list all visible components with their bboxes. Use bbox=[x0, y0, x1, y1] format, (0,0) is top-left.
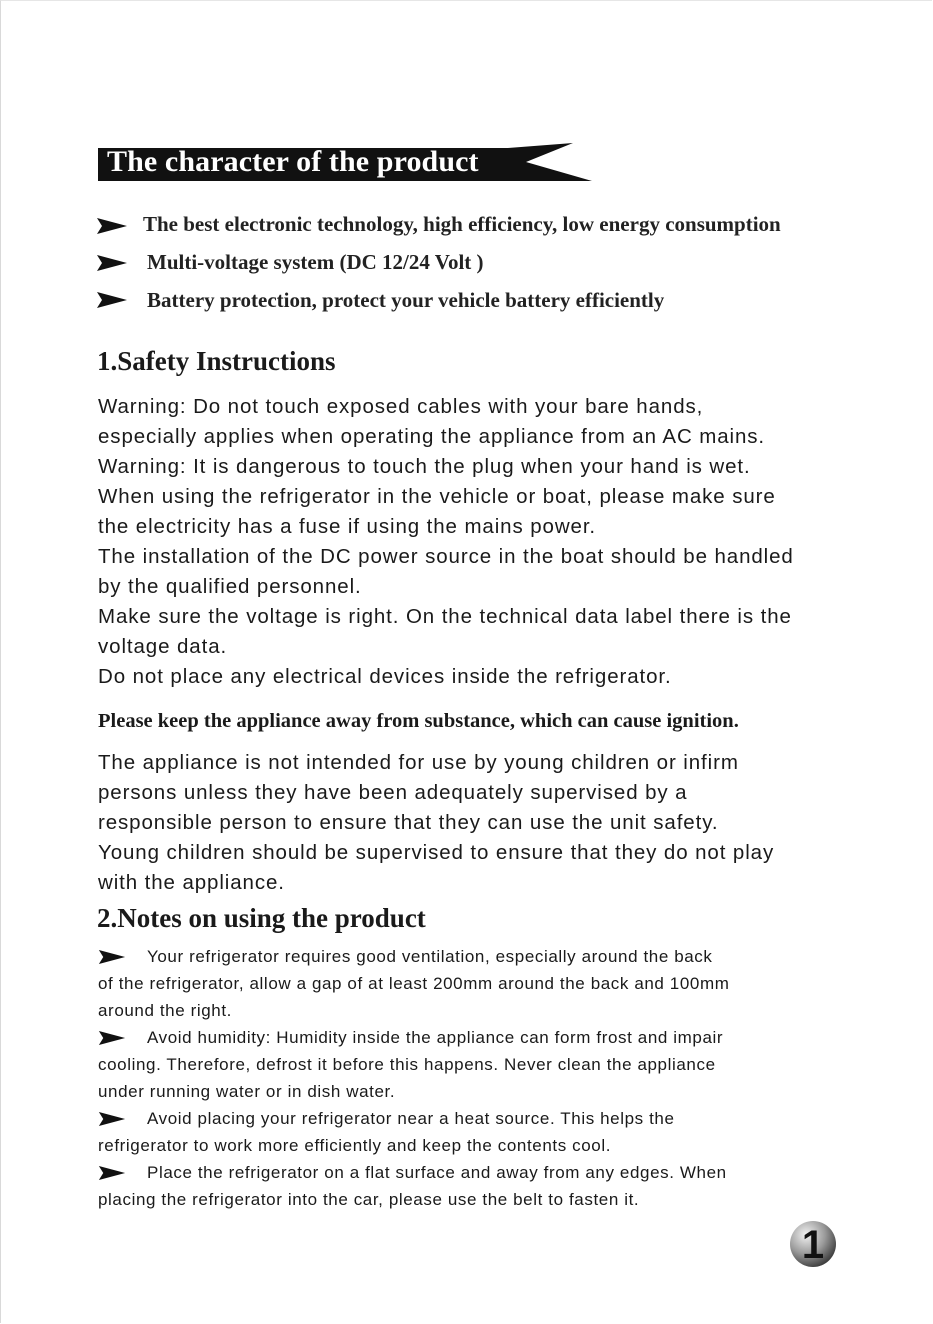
note-line: around the right. bbox=[98, 1001, 233, 1020]
notes-heading: 2.Notes on using the product bbox=[97, 903, 426, 933]
arrowhead-bullet-icon bbox=[98, 1112, 126, 1126]
note-line: Avoid humidity: Humidity inside the appliance can form frost and impair bbox=[147, 1028, 724, 1047]
safety-heading: 1.Safety Instructions bbox=[97, 346, 336, 376]
note-item bbox=[98, 1159, 730, 1213]
arrowhead-bullet-icon bbox=[97, 218, 127, 234]
safety-text bbox=[98, 392, 794, 692]
text-line: the electricity has a fuse if using the mains power. bbox=[98, 515, 597, 538]
banner-title: The character of the product bbox=[107, 145, 479, 178]
arrowhead-bullet-icon bbox=[98, 950, 126, 964]
arrowhead-bullet-icon bbox=[97, 255, 127, 271]
text-line: Warning: Do not touch exposed cables with your bare hands, bbox=[98, 395, 704, 418]
text-line: Young children should be supervised to ensure that they do not play bbox=[98, 841, 775, 864]
text-line: Warning: It is dangerous to touch the plug when your hand is wet. bbox=[98, 455, 751, 478]
text-line: The installation of the DC power source in the boat should be handled bbox=[98, 545, 794, 568]
ignition-warning: Please keep the appliance away from substance, which can cause ignition. bbox=[98, 710, 739, 732]
note-line: Your refrigerator requires good ventilation, especially around the back bbox=[147, 947, 713, 966]
page-number: 1 bbox=[801, 1223, 825, 1267]
arrowhead-bullet-icon bbox=[98, 1031, 126, 1045]
arrowhead-bullet-icon bbox=[98, 1166, 126, 1180]
text-line: voltage data. bbox=[98, 635, 228, 658]
text-line: Do not place any electrical devices inside the refrigerator. bbox=[98, 665, 672, 688]
note-line: of the refrigerator, allow a gap of at least 200mm around the back and 100mm bbox=[98, 974, 730, 993]
note-line: refrigerator to work more efficiently and keep the contents cool. bbox=[98, 1136, 612, 1155]
notes-list bbox=[98, 943, 730, 1213]
text-line: responsible person to ensure that they can use the unit safety. bbox=[98, 811, 719, 834]
note-item bbox=[98, 1105, 730, 1159]
text-line: especially applies when operating the appliance from an AC mains. bbox=[98, 425, 766, 448]
note-line: Place the refrigerator on a flat surface and away from any edges. When bbox=[147, 1163, 727, 1182]
text-line: with the appliance. bbox=[98, 871, 285, 894]
feature-item: Multi-voltage system (DC 12/24 Volt ) bbox=[147, 250, 484, 274]
note-item bbox=[98, 1024, 730, 1105]
arrowhead-bullet-icon bbox=[97, 292, 127, 308]
feature-item: Battery protection, protect your vehicle battery efficiently bbox=[147, 288, 665, 312]
text-line: persons unless they have been adequately supervised by a bbox=[98, 781, 688, 804]
children-text bbox=[98, 748, 774, 898]
note-line: under running water or in dish water. bbox=[98, 1082, 396, 1101]
note-line: Avoid placing your refrigerator near a heat source. This helps the bbox=[147, 1109, 675, 1128]
text-line: Make sure the voltage is right. On the technical data label there is the bbox=[98, 605, 792, 628]
note-line: placing the refrigerator into the car, please use the belt to fasten it. bbox=[98, 1190, 640, 1209]
note-line: cooling. Therefore, defrost it before this happens. Never clean the appliance bbox=[98, 1055, 716, 1074]
page-number-badge bbox=[789, 1220, 837, 1268]
section-banner bbox=[98, 143, 592, 181]
note-item bbox=[98, 943, 730, 1024]
text-line: by the qualified personnel. bbox=[98, 575, 362, 598]
text-line: When using the refrigerator in the vehicle or boat, please make sure bbox=[98, 485, 776, 508]
text-line: The appliance is not intended for use by young children or infirm bbox=[98, 751, 739, 774]
feature-item: The best electronic technology, high efficiency, low energy consumption bbox=[143, 212, 781, 236]
